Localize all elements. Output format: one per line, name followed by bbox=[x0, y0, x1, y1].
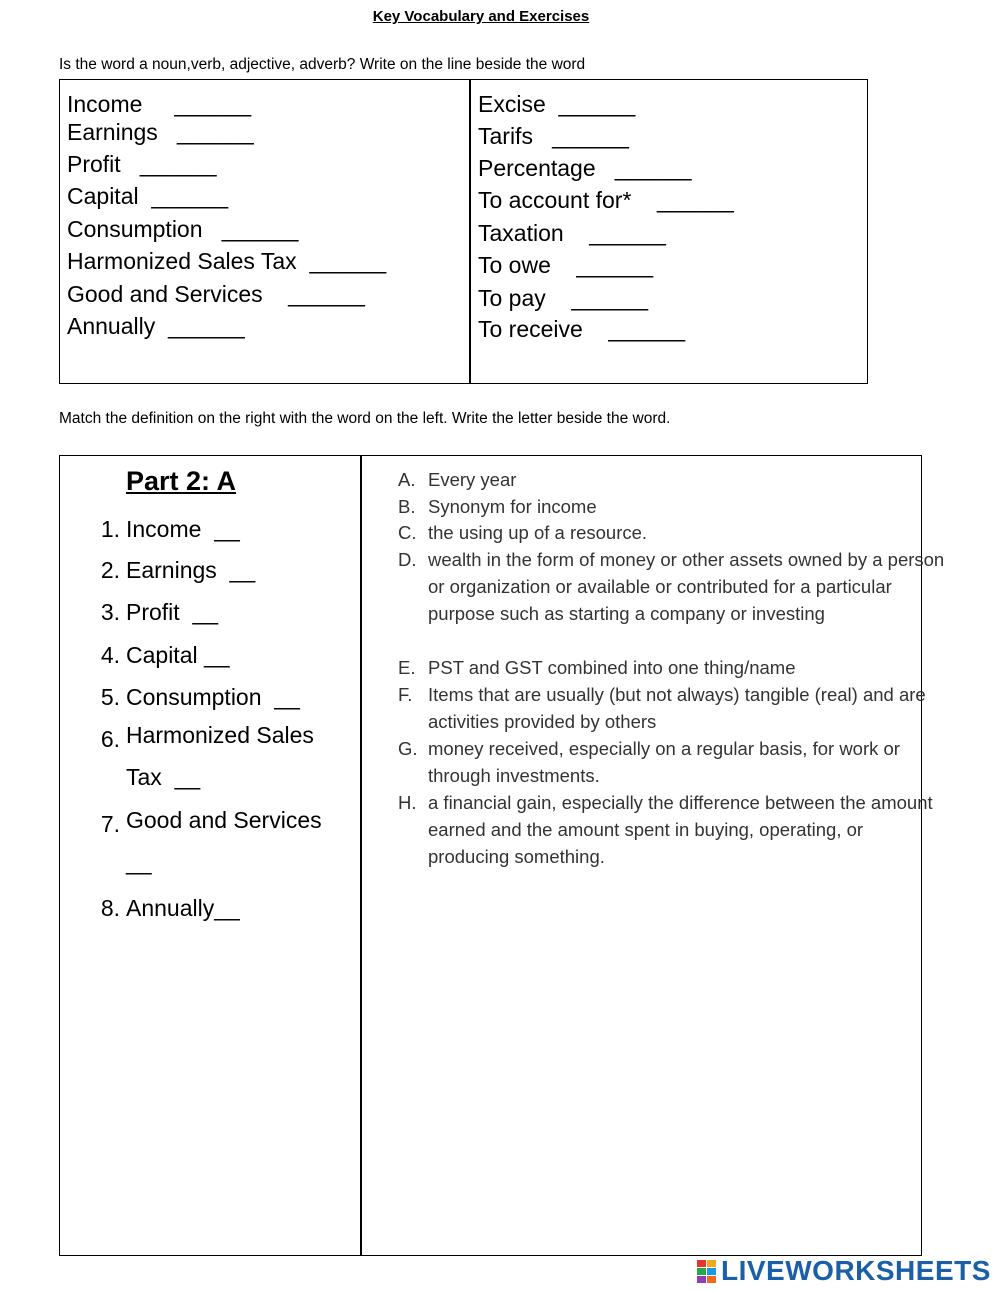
definition-text: money received, especially on a regular basis, for work or through investments. bbox=[428, 738, 900, 786]
match-item[interactable]: Income __ bbox=[126, 516, 240, 542]
vocab-left-item[interactable]: Harmonized Sales Tax ______ bbox=[67, 248, 387, 274]
vocab-left-item[interactable]: Income ______ bbox=[67, 91, 252, 117]
match-item[interactable]: Annually__ bbox=[126, 895, 240, 921]
definition-letter: G. bbox=[398, 738, 418, 759]
logo-block bbox=[697, 1268, 706, 1275]
logo-block bbox=[707, 1268, 716, 1275]
match-item-number: 6. bbox=[100, 726, 120, 752]
vocab-table-divider bbox=[469, 80, 471, 383]
page-title: Key Vocabulary and Exercises bbox=[372, 8, 590, 25]
vocab-left-item[interactable]: Annually ______ bbox=[67, 313, 245, 339]
instructions-part1: Is the word a noun,verb, adjective, adverb? Write on the line beside the word bbox=[59, 56, 586, 73]
match-item[interactable]: Harmonized Sales Tax __ bbox=[126, 722, 314, 790]
logo-block bbox=[707, 1260, 716, 1267]
match-item-number: 7. bbox=[100, 811, 120, 837]
logo-block bbox=[697, 1276, 706, 1283]
vocab-right-item[interactable]: To pay ______ bbox=[478, 285, 649, 311]
vocab-right-item[interactable]: Tarifs ______ bbox=[478, 123, 629, 149]
logo-block bbox=[707, 1276, 716, 1283]
definition-text: Synonym for income bbox=[428, 496, 597, 517]
logo-blocks-icon bbox=[697, 1260, 717, 1284]
match-item[interactable]: Consumption __ bbox=[126, 684, 300, 710]
vocab-right-item[interactable]: To owe ______ bbox=[478, 252, 654, 278]
definition-letter: H. bbox=[398, 792, 417, 813]
match-item[interactable]: Profit __ bbox=[126, 599, 219, 625]
definition-letter: D. bbox=[398, 549, 417, 570]
match-item[interactable]: Capital __ bbox=[126, 642, 230, 668]
match-item-number: 1. bbox=[100, 516, 120, 542]
matching-table bbox=[59, 455, 945, 1256]
logo-text: LIVEWORKSHEETS bbox=[721, 1255, 991, 1286]
definition-letter: E. bbox=[398, 657, 416, 678]
vocab-right-item[interactable]: To account for* ______ bbox=[478, 187, 734, 213]
definition-text: the using up of a resource. bbox=[428, 522, 648, 543]
vocab-left-item[interactable]: Earnings ______ bbox=[67, 119, 254, 145]
vocab-right-item[interactable]: Taxation ______ bbox=[478, 220, 666, 246]
definition-letter: B. bbox=[398, 496, 416, 517]
definition-letter: F. bbox=[398, 684, 413, 705]
definition-text: PST and GST combined into one thing/name bbox=[428, 657, 796, 678]
match-item-number: 4. bbox=[100, 642, 120, 668]
vocab-right-item[interactable]: Excise ______ bbox=[478, 91, 636, 117]
definition-text: Every year bbox=[428, 469, 517, 490]
vocab-left-item[interactable]: Profit ______ bbox=[67, 151, 217, 177]
match-item-number: 5. bbox=[100, 684, 120, 710]
instructions-part2: Match the definition on the right with the word on the left. Write the letter beside the word. bbox=[59, 410, 671, 427]
vocab-right-item[interactable]: To receive ______ bbox=[478, 316, 686, 342]
match-item-number: 3. bbox=[100, 599, 120, 625]
definition-text: wealth in the form of money or other assets owned by a person or organization or available or contributed for a particular purpose such as starting a company or investing bbox=[428, 549, 945, 624]
match-item-number: 2. bbox=[100, 557, 120, 583]
vocab-right-item[interactable]: Percentage ______ bbox=[478, 155, 692, 181]
vocab-left-item[interactable]: Capital ______ bbox=[67, 183, 229, 209]
match-item[interactable]: Earnings __ bbox=[126, 557, 256, 583]
logo-block bbox=[697, 1260, 706, 1267]
definition-text: Items that are usually (but not always) tangible (real) and are activities provided by others bbox=[428, 684, 926, 732]
match-item-number: 8. bbox=[100, 895, 120, 921]
definition-letter: C. bbox=[398, 522, 417, 543]
match-item[interactable]: Good and Services __ bbox=[126, 807, 322, 875]
vocab-table bbox=[59, 79, 868, 384]
matching-table-divider bbox=[360, 456, 362, 1255]
vocab-left-item[interactable]: Good and Services ______ bbox=[67, 281, 365, 307]
vocab-left-item[interactable]: Consumption ______ bbox=[67, 216, 299, 242]
definition-letter: A. bbox=[398, 469, 416, 490]
liveworksheets-logo bbox=[697, 1255, 997, 1287]
part2-heading: Part 2: A bbox=[126, 466, 237, 496]
definition-text: a financial gain, especially the difference between the amount earned and the amount spent in buying, operating, or producing something. bbox=[428, 792, 933, 867]
